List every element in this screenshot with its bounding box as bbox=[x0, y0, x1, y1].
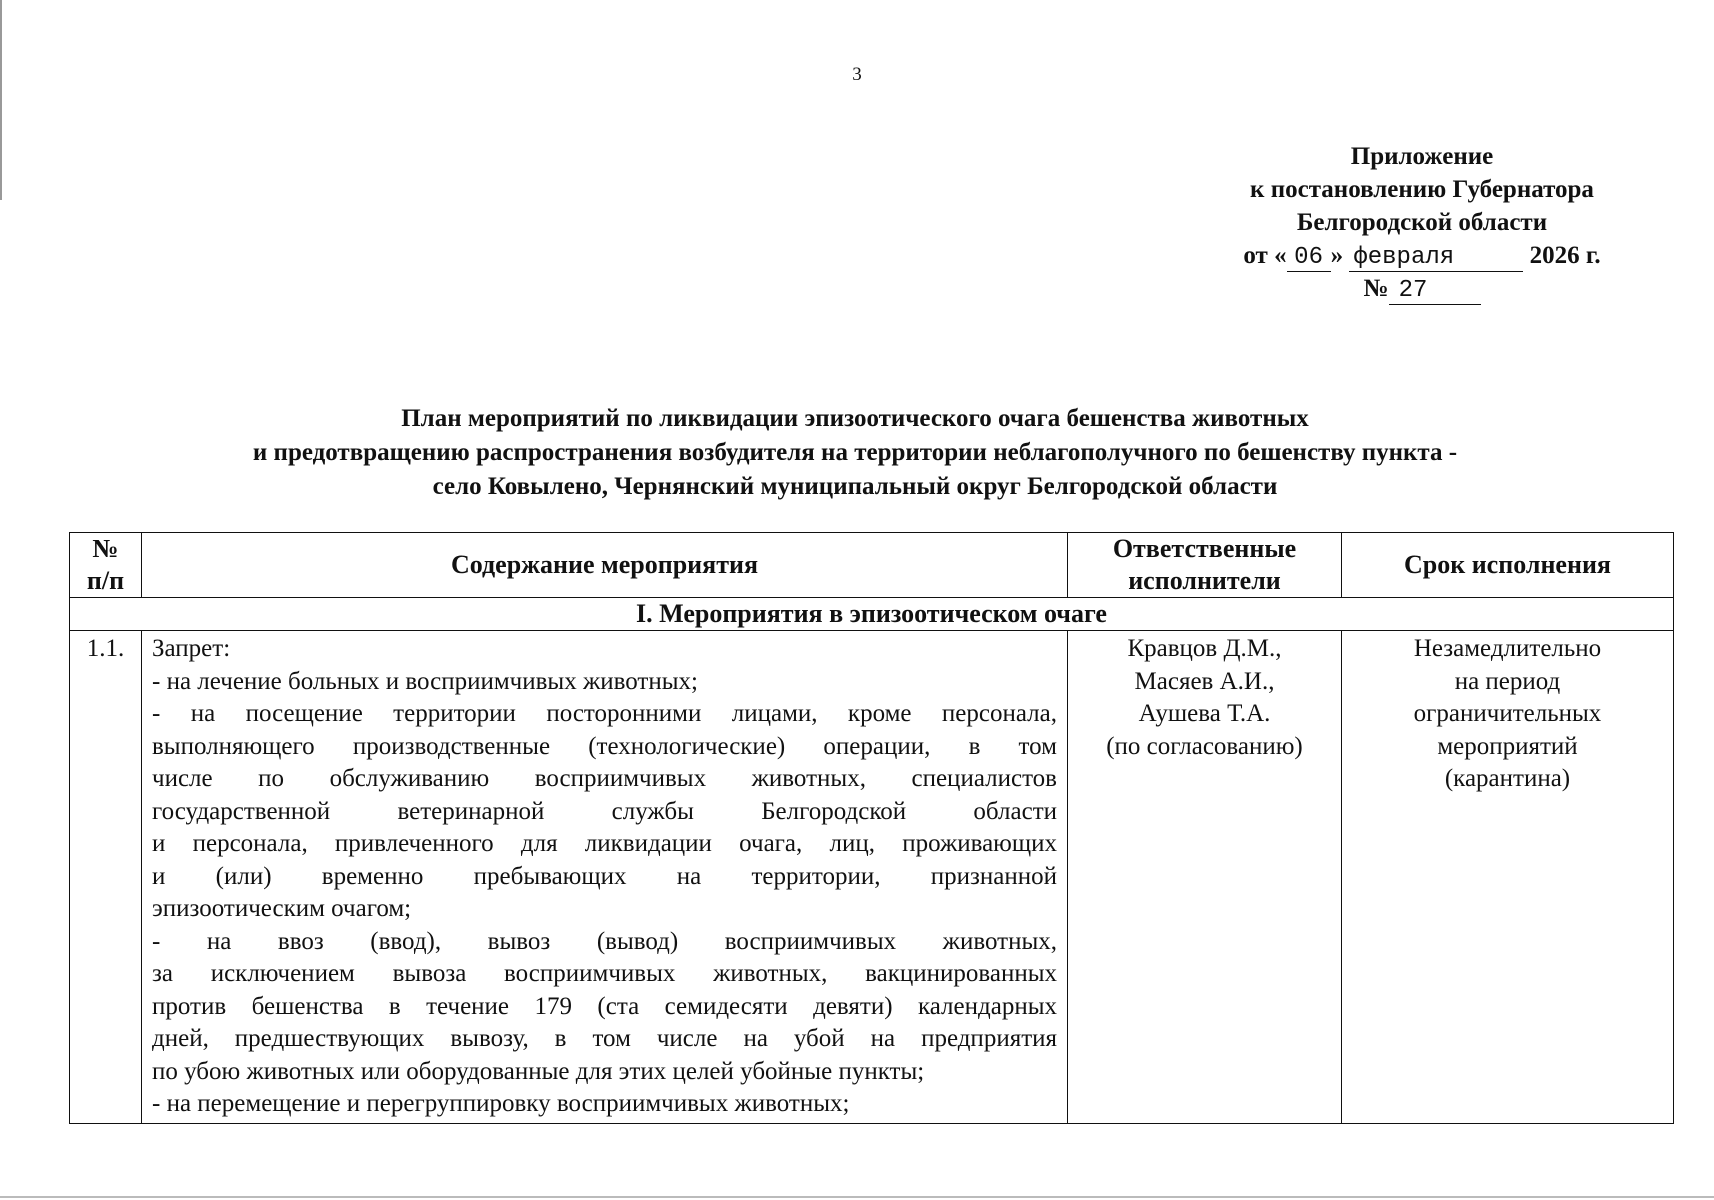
responsible-person: Аушева Т.А. bbox=[1138, 700, 1271, 727]
content-line: за исключением вывоза восприимчивых животных, вакцинированных bbox=[152, 960, 1057, 987]
responsible-person: Кравцов Д.М., bbox=[1127, 635, 1282, 662]
content-line: и персонала, привлеченного для ликвидации очага, лиц, проживающих bbox=[152, 830, 1057, 857]
plan-title-line-1: План мероприятий по ликвидации эпизоотического очага бешенства животных bbox=[401, 405, 1309, 432]
row-term bbox=[1342, 631, 1674, 1124]
content-line: Запрет: bbox=[152, 635, 231, 662]
section-row bbox=[70, 598, 1674, 631]
scan-edge bbox=[0, 0, 2, 200]
header-responsible-line-2: исполнители bbox=[1128, 566, 1281, 595]
date-prefix: от « bbox=[1243, 242, 1287, 269]
page-number: 3 bbox=[852, 64, 862, 85]
responsible-person: Масяев А.И., bbox=[1134, 667, 1275, 695]
appendix-date bbox=[1202, 239, 1642, 272]
table-header-row bbox=[70, 533, 1674, 598]
content-line: числе по обслуживанию восприимчивых животных, специалистов bbox=[152, 765, 1057, 792]
header-responsible-line-1: Ответственные bbox=[1112, 534, 1297, 563]
term-line: ограничительных bbox=[1413, 700, 1602, 727]
date-year: 2026 г. bbox=[1529, 242, 1601, 269]
header-number-pp: п/п bbox=[86, 566, 125, 595]
appendix-line-region: Белгородской области bbox=[1296, 209, 1548, 236]
date-month-field: февраля bbox=[1349, 245, 1523, 272]
plan-title-line-2: и предотвращению распространения возбудителя на территории неблагополучного по бешенству пункта - bbox=[252, 439, 1458, 466]
responsible-note: (по согласованию) bbox=[1106, 732, 1303, 760]
term-line: на период bbox=[1454, 667, 1561, 695]
measures-table bbox=[69, 532, 1674, 1124]
header-content: Содержание мероприятия bbox=[142, 533, 1068, 598]
appendix-title: Приложение bbox=[1350, 143, 1494, 170]
term-line: Незамедлительно bbox=[1413, 635, 1602, 662]
date-day-field: 06 bbox=[1287, 245, 1331, 272]
appendix-line-decree: к постановлению Губернатора bbox=[1250, 176, 1594, 203]
row-content bbox=[142, 631, 1068, 1124]
table-row bbox=[70, 631, 1674, 1124]
header-number-sign: № bbox=[92, 534, 119, 563]
plan-title bbox=[70, 402, 1640, 504]
row-number: 1.1. bbox=[70, 631, 142, 1124]
number-prefix: № bbox=[1363, 275, 1389, 302]
content-line: государственной ветеринарной службы Белгородской области bbox=[152, 797, 1057, 825]
section-heading: I. Мероприятия в эпизоотическом очаге bbox=[70, 598, 1674, 631]
date-quote-close: » bbox=[1330, 242, 1344, 269]
header-responsible bbox=[1068, 533, 1342, 598]
content-line: - на ввоз (ввод), вывоз (вывод) восприимчивых животных, bbox=[152, 927, 1057, 955]
header-term: Срок исполнения bbox=[1342, 533, 1674, 598]
content-line: - на лечение больных и восприимчивых животных; bbox=[152, 667, 698, 695]
header-number bbox=[70, 533, 142, 598]
row-responsible bbox=[1068, 631, 1342, 1124]
content-line: против бешенства в течение 179 (ста семидесяти девяти) календарных bbox=[152, 992, 1057, 1020]
content-line: эпизоотическим очагом; bbox=[152, 895, 412, 922]
appendix-number bbox=[1202, 272, 1642, 305]
appendix-block bbox=[1202, 140, 1642, 305]
content-line: - на посещение территории посторонними лицами, кроме персонала, bbox=[152, 700, 1057, 727]
content-line: по убою животных или оборудованные для этих целей убойные пункты; bbox=[152, 1057, 925, 1085]
plan-title-line-3: село Ковылено, Чернянский муниципальный округ Белгородской области bbox=[432, 473, 1278, 500]
content-line: выполняющего производственные (технологические) операции, в том bbox=[152, 732, 1057, 760]
content-line: - на перемещение и перегруппировку восприимчивых животных; bbox=[152, 1090, 850, 1117]
decree-number-field: 27 bbox=[1389, 278, 1481, 305]
content-line: дней, предшествующих вывозу, в том числе на убой на предприятия bbox=[152, 1025, 1057, 1052]
scan-edge-bottom bbox=[0, 1196, 1714, 1198]
term-line: мероприятий bbox=[1437, 732, 1578, 760]
term-line: (карантина) bbox=[1444, 765, 1571, 792]
content-line: и (или) временно пребывающих на территории, признанной bbox=[152, 862, 1057, 890]
